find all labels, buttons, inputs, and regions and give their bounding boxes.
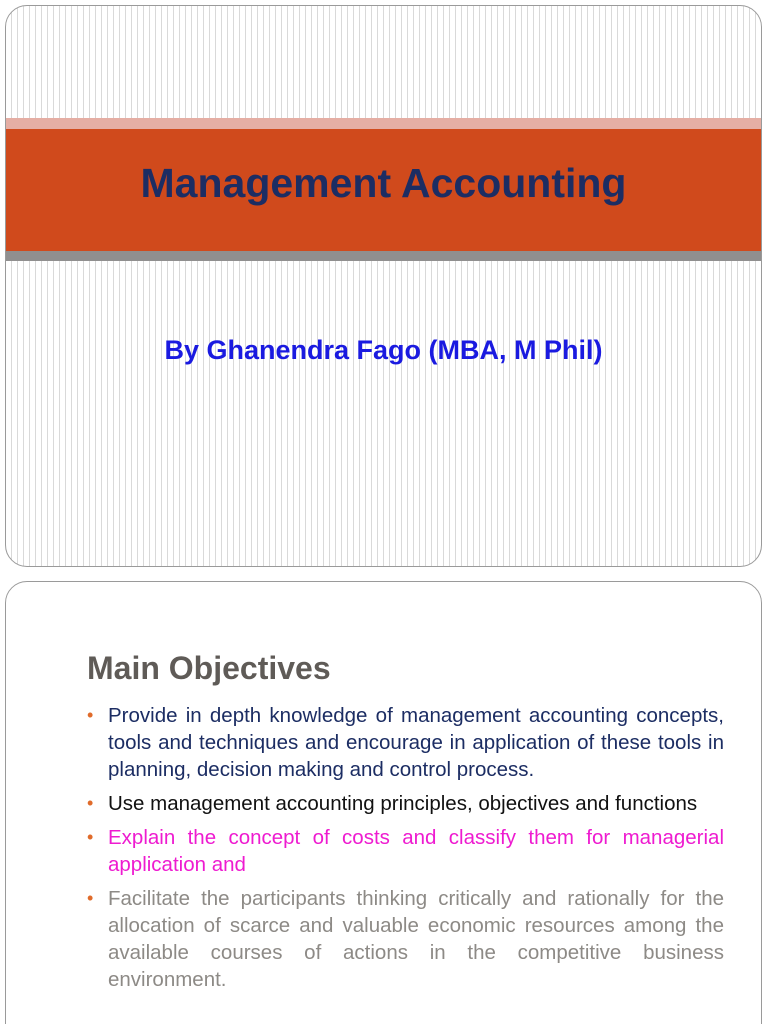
title-slide <box>5 5 762 567</box>
list-item-text: Use management accounting principles, objectives and functions <box>108 792 698 815</box>
objectives-heading: Main Objectives <box>87 650 331 686</box>
list-item <box>84 702 724 783</box>
objectives-list <box>84 702 724 1000</box>
list-item <box>84 885 724 993</box>
list-item <box>84 790 724 817</box>
slide-title: Management Accounting <box>140 160 627 206</box>
slide-author: By Ghanendra Fago (MBA, M Phil) <box>164 335 603 365</box>
title-band-top-stripe <box>6 118 761 129</box>
bullet-icon: • <box>87 827 94 847</box>
objectives-slide <box>5 581 762 1024</box>
bullet-icon: • <box>87 888 94 908</box>
list-item-text: Provide in depth knowledge of management accounting concepts, tools and techniques and encourage in application of these tools in planning, decision making and control process. <box>108 704 724 781</box>
list-item <box>84 824 724 878</box>
list-item-text: Facilitate the participants thinking critically and rationally for the allocation of scarce and valuable economic resources among the available courses of actions in the competitive business environment. <box>108 887 724 991</box>
list-item-text: Explain the concept of costs and classify them for managerial application and <box>108 826 724 876</box>
bullet-icon: • <box>87 793 94 813</box>
title-band-bottom-stripe <box>6 251 761 261</box>
bullet-icon: • <box>87 705 94 725</box>
